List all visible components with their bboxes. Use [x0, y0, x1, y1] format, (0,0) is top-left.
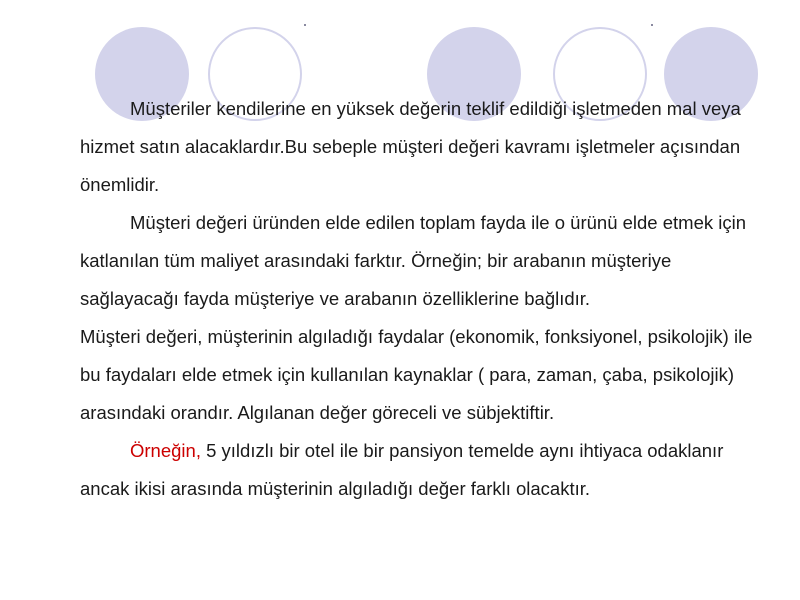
- decorative-dot: [651, 24, 653, 26]
- paragraph-4: [80, 432, 760, 508]
- paragraph-1: Müşteriler kendilerine en yüksek değerin teklif edildiği işletmeden mal veya hizmet satın alacaklardır.Bu sebeple müşteri değeri kavramı işletmeler açısından önemlidir.: [80, 98, 741, 195]
- decorative-dot: [304, 24, 306, 26]
- paragraph-4-text: 5 yıldızlı bir otel ile bir pansiyon temelde aynı ihtiyaca odaklanır ancak ikisi arasında müşterinin algıladığı değer farklı olacaktır.: [80, 440, 724, 499]
- paragraph-3: Müşteri değeri, müşterinin algıladığı faydalar (ekonomik, fonksiyonel, psikolojik) ile bu faydaları elde etmek için kullanılan kaynaklar ( para, zaman, çaba, psikolojik) arasındaki orandır. Algılanan değer göreceli ve sübjektiftir.: [80, 326, 753, 423]
- example-highlight: Örneğin,: [130, 440, 201, 461]
- paragraph-2: Müşteri değeri üründen elde edilen toplam fayda ile o ürünü elde etmek için katlanılan tüm maliyet arasındaki farktır. Örneğin; bir arabanın müşteriye sağlayacağı fayda müşteriye ve arabanın özelliklerine bağlıdır.: [80, 212, 747, 309]
- slide-body-text: [80, 90, 760, 508]
